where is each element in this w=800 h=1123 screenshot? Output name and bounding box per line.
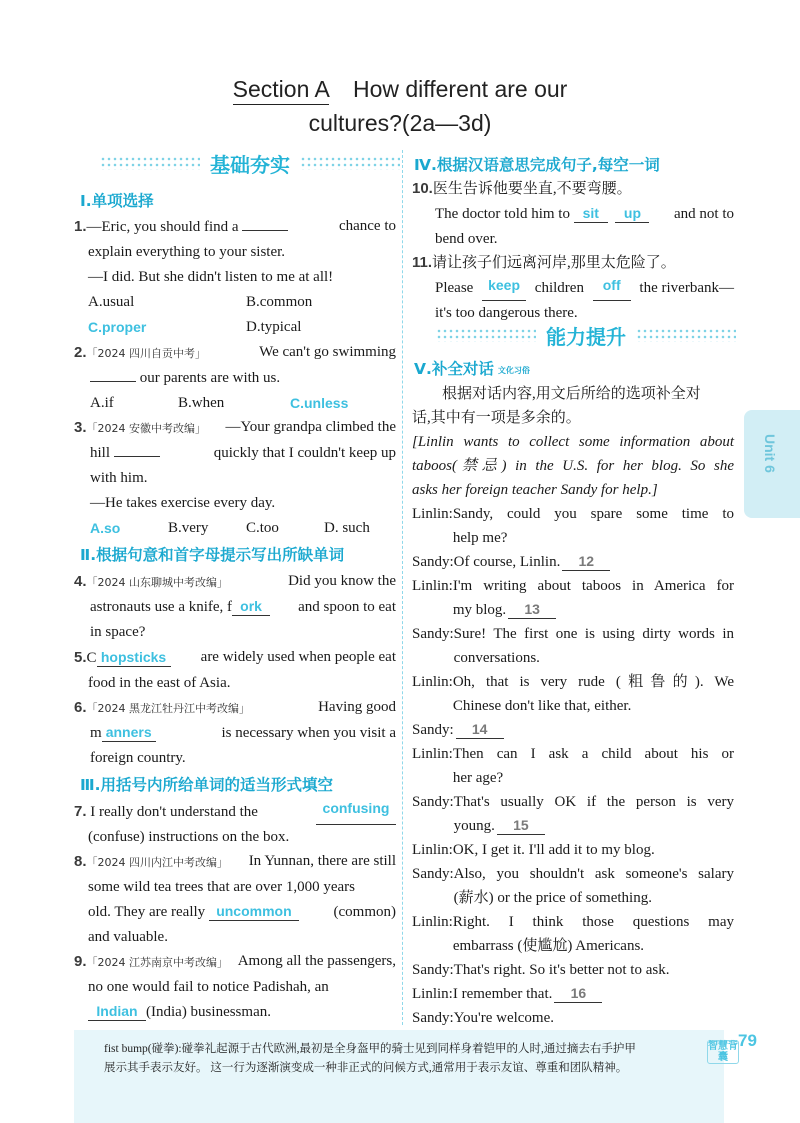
dialog-text: I remember that.	[452, 986, 553, 1002]
dialog-line-body	[453, 910, 734, 958]
q5-text: are widely used when people eat	[200, 649, 396, 665]
q3-blank	[114, 456, 160, 457]
title-line1: How different are our	[352, 76, 568, 102]
column-divider	[402, 150, 403, 1025]
page-title	[0, 78, 800, 101]
q9-answer: Indian	[88, 1002, 146, 1021]
dialog-text: You're welcome.	[453, 1010, 554, 1026]
dialog-line-body	[453, 574, 734, 622]
q3-text: —Your grandpa climbed the	[225, 419, 396, 435]
q2-text: our parents are with us.	[139, 370, 281, 386]
q4-text: and spoon to eat	[298, 599, 396, 615]
dialog-text: Sure! The first one is using dirty words in	[453, 626, 734, 642]
dialog-text: her age?	[452, 770, 504, 786]
dialog-line-first	[454, 718, 734, 742]
dialog-context: [Linlin wants to collect some information about	[412, 434, 734, 450]
q3-option-b: B.very	[168, 520, 209, 536]
dialog-line-body	[453, 742, 734, 790]
dialog-line-first	[453, 502, 734, 526]
q2-option-b: B.when	[178, 395, 225, 411]
q10-text: and not to	[674, 206, 734, 222]
dialog-text: conversations.	[453, 650, 540, 666]
q5-text: C	[86, 650, 97, 666]
speaker-label: Sandy:	[412, 794, 454, 810]
question-11	[412, 250, 734, 326]
dialog-text: OK, I get it. I'll add it to my blog.	[452, 842, 655, 858]
q3-number: 3.	[74, 419, 87, 436]
dialog-line-body	[454, 862, 734, 910]
q5-answer: hopsticks	[97, 648, 171, 667]
speaker-label: Sandy:	[412, 962, 454, 978]
section-1-heading: Ⅰ.单项选择	[80, 192, 154, 210]
question-9	[74, 949, 396, 1025]
footer-text-line1: 碰拳礼起源于古代欧洲,最初是全身盔甲的骑士见到同样身着铠甲的人时,通过摘去右手护甲	[181, 1043, 636, 1055]
q1-text: —Eric, you should find a	[86, 219, 239, 235]
q1-option-a: A.usual	[88, 294, 135, 310]
dialog-line-first	[454, 1006, 734, 1030]
footer-term: fist bump(碰拳):	[104, 1043, 182, 1055]
question-7	[74, 799, 396, 850]
q9-number: 9.	[74, 953, 87, 970]
q6-text: m	[90, 725, 102, 741]
culture-badge: 文化习俗	[497, 365, 530, 375]
dialog-line	[412, 790, 734, 838]
q1-option-d: D.typical	[246, 319, 302, 335]
dialog-line-first	[453, 838, 734, 862]
dialog-line	[412, 910, 734, 958]
q11-text: children	[534, 280, 584, 296]
q7-text: I really don't understand the	[90, 804, 258, 820]
q6-number: 6.	[74, 699, 87, 716]
dialog-line-second	[454, 886, 734, 910]
dialog-line-first	[454, 862, 734, 886]
q3-text: with him.	[90, 470, 148, 486]
q8-number: 8.	[74, 853, 87, 870]
q11-answer-2: off	[593, 276, 631, 301]
speaker-label: Linlin:	[412, 578, 453, 594]
section-label: Section A	[233, 76, 329, 105]
dots-decoration	[100, 156, 200, 170]
q7-number: 7.	[74, 803, 87, 820]
question-5	[74, 645, 396, 696]
question-3	[74, 415, 396, 541]
dialog-line	[412, 958, 734, 982]
dialog-line	[412, 982, 734, 1006]
dialog-section	[412, 382, 734, 1030]
dialog-line-second	[453, 934, 734, 958]
q3-option-d: D. such	[324, 520, 370, 536]
dialog-line-first	[454, 958, 734, 982]
dialog-blank: 16	[554, 984, 602, 1003]
speaker-label: Linlin:	[412, 914, 453, 930]
dialog-text: That's right. So it's better not to ask.	[453, 962, 670, 978]
q2-source-tag: 「2024 四川自贡中考」	[86, 347, 207, 360]
question-10	[412, 176, 734, 252]
dialog-line-second	[454, 814, 734, 838]
dialog-text: That's usually OK if the person is very	[453, 794, 734, 810]
q6-text: foreign country.	[90, 750, 186, 766]
dialog-line	[412, 670, 734, 718]
dialog-context: taboos(禁忌) in the U.S. for her blog. So she	[412, 458, 734, 474]
q5-text: food in the east of Asia.	[88, 675, 231, 691]
q2-option-a: A.if	[90, 395, 114, 411]
q3-text: —He takes exercise every day.	[90, 495, 276, 511]
dots-decoration	[300, 156, 400, 170]
q8-text: old. They are really	[88, 904, 206, 920]
q4-text: in space?	[90, 624, 146, 640]
dialog-line-second	[453, 526, 734, 550]
q10-answer-1: sit	[574, 204, 608, 223]
speaker-label: Sandy:	[412, 554, 454, 570]
q8-text: and valuable.	[88, 929, 168, 945]
q11-number: 11.	[412, 254, 433, 271]
dialog-text: Then can I ask a child about his or	[452, 746, 734, 762]
dialog-line-first	[453, 982, 734, 1006]
speaker-label: Linlin:	[412, 506, 453, 522]
q10-text: bend over.	[435, 231, 498, 247]
dialog-blank: 14	[456, 720, 504, 739]
q10-text: The doctor told him to	[435, 206, 570, 222]
dots-decoration	[636, 328, 736, 342]
q1-number: 1.	[74, 218, 87, 235]
dialog-blank: 13	[508, 600, 556, 619]
q1-option-c-answer: C.proper	[88, 319, 147, 335]
q11-chinese: 请让孩子们远离河岸,那里太危险了。	[432, 255, 676, 271]
dialog-line-second	[454, 646, 734, 670]
dialog-instruction: 话,其中有一项是多余的。	[412, 410, 581, 426]
dialog-text: Chinese don't like that, either.	[452, 698, 632, 714]
section-4-heading: Ⅳ.根据汉语意思完成句子,每空一词	[414, 156, 660, 174]
q7-answer: confusing	[316, 799, 396, 825]
speaker-label: Linlin:	[412, 986, 453, 1002]
section-5-heading	[414, 357, 530, 379]
speaker-label: Sandy:	[412, 866, 454, 882]
dots-decoration	[436, 328, 536, 342]
dialog-text: young.	[453, 818, 495, 834]
q1-option-b: B.common	[246, 294, 313, 310]
speaker-label: Sandy:	[412, 1010, 454, 1026]
dialog-instruction: 根据对话内容,用文后所给的选项补全对	[442, 386, 701, 402]
section-5-label: Ⅴ.补全对话	[414, 360, 494, 378]
dialog-text: Of course, Linlin.	[453, 554, 561, 570]
q1-text: —I did. But she didn't listen to me at all!	[88, 269, 334, 285]
dialog-text: Right. I think those questions may	[452, 914, 734, 930]
q11-answer-1: keep	[482, 276, 526, 301]
dialog-line-body	[453, 838, 734, 862]
q4-answer: ork	[232, 597, 270, 616]
dialog-text: help me?	[452, 530, 508, 546]
dialog-blank: 12	[562, 552, 610, 571]
dialog-line-first	[453, 574, 734, 598]
q9-source-tag: 「2024 江苏南京中考改编」	[86, 956, 229, 969]
dialog-line	[412, 550, 734, 574]
speaker-label: Linlin:	[412, 674, 453, 690]
dialog-line-second	[453, 694, 734, 718]
dialog-line	[412, 502, 734, 550]
dialog-line	[412, 742, 734, 790]
q4-text: Did you know the	[288, 573, 396, 589]
q2-number: 2.	[74, 344, 87, 361]
q10-chinese: 医生告诉他要坐直,不要弯腰。	[432, 181, 632, 197]
dialog-line	[412, 862, 734, 910]
q2-option-c-answer: C.unless	[290, 395, 349, 411]
q10-answer-2: up	[615, 204, 649, 223]
title-line2: cultures?(2a—3d)	[308, 110, 492, 136]
q8-answer: uncommon	[209, 902, 299, 921]
q1-text: chance to	[338, 218, 396, 234]
q10-number: 10.	[412, 180, 433, 197]
q3-text: quickly that I couldn't keep up	[213, 445, 396, 461]
question-8	[74, 849, 396, 950]
q11-text: the riverbank—	[639, 280, 734, 296]
question-2	[74, 340, 396, 416]
dialog-line-first	[454, 622, 734, 646]
q2-blank	[90, 381, 136, 382]
q6-text: Having good	[318, 699, 396, 715]
dialog-line-body	[454, 790, 734, 838]
q6-source-tag: 「2024 黑龙江牡丹江中考改编」	[86, 702, 251, 715]
dialog-line-first	[453, 670, 734, 694]
dialog-text: Also, you shouldn't ask someone's salary	[453, 866, 734, 882]
unit-label: Unit 6	[762, 434, 778, 473]
q4-number: 4.	[74, 573, 87, 590]
banner-ability-label: 能力提升	[546, 324, 626, 349]
speaker-label: Sandy:	[412, 626, 454, 642]
dialog-line-body	[454, 718, 734, 742]
speaker-label: Linlin:	[412, 746, 453, 762]
footer-note	[74, 1030, 724, 1123]
question-1	[74, 214, 396, 340]
banner-basic-label: 基础夯实	[210, 152, 290, 177]
q9-text: (India) businessman.	[146, 1004, 271, 1020]
dialog-blank: 15	[497, 816, 545, 835]
q8-text: some wild tea trees that are over 1,000 years	[88, 879, 355, 895]
dialog-line-first	[454, 550, 734, 574]
question-6	[74, 695, 396, 771]
footer-text-line2: 展示其手表示友好。 这一行为逐渐演变成一种非正式的问候方式,通常用于表示友谊、尊重和团队精神。	[104, 1062, 628, 1074]
q6-text: is necessary when you visit a	[221, 725, 396, 741]
q8-text: (common)	[333, 904, 396, 920]
unit-side-tab	[744, 410, 800, 518]
q9-text: no one would fail to notice Padishah, an	[88, 979, 329, 995]
dialog-text: Oh, that is very rude (粗鲁的). We	[452, 674, 734, 690]
q8-source-tag: 「2024 四川内江中考改编」	[86, 856, 229, 869]
dialog-line-body	[454, 622, 734, 670]
q5-number: 5.	[74, 649, 87, 666]
q4-text: astronauts use a knife, f	[90, 599, 233, 615]
dialog-text: (薪水) or the price of something.	[453, 890, 652, 906]
dialog-line	[412, 574, 734, 622]
q2-text: We can't go swimming	[259, 344, 396, 360]
wisdom-badge: 智慧背囊	[708, 1041, 738, 1063]
dialog-line-first	[453, 910, 734, 934]
dialog-text: my blog.	[452, 602, 507, 618]
dialog-line-second	[453, 766, 734, 790]
dialog-line-body	[453, 502, 734, 550]
footer-text	[104, 1040, 704, 1078]
q3-text: hill	[90, 445, 111, 461]
q7-text: (confuse) instructions on the box.	[88, 829, 290, 845]
speaker-label: Sandy:	[412, 722, 454, 738]
dialog-line	[412, 622, 734, 670]
q3-source-tag: 「2024 安徽中考改编」	[86, 422, 207, 435]
q8-text: In Yunnan, there are still	[248, 853, 396, 869]
q3-option-c: C.too	[246, 520, 279, 536]
dialog-line-body	[454, 958, 734, 982]
dialog-text: embarrass (使尴尬) Americans.	[452, 938, 645, 954]
speaker-label: Linlin:	[412, 842, 453, 858]
q11-text: it's too dangerous there.	[435, 305, 578, 321]
section-3-heading: Ⅲ.用括号内所给单词的适当形式填空	[80, 776, 334, 794]
dialog-line-body	[453, 670, 734, 718]
section-2-heading: Ⅱ.根据句意和首字母提示写出所缺单词	[80, 546, 345, 564]
banner-basic	[100, 150, 400, 176]
q3-option-a-answer: A.so	[90, 520, 121, 536]
dialog-line-second	[453, 598, 734, 622]
q6-answer: anners	[102, 723, 156, 742]
q1-blank	[242, 230, 288, 231]
dialog-line	[412, 838, 734, 862]
dialog-line-body	[454, 550, 734, 574]
dialog-text: Sandy, could you spare some time to	[452, 506, 734, 522]
dialog-line	[412, 718, 734, 742]
dialog-context: asks her foreign teacher Sandy for help.]	[412, 482, 658, 498]
page-number: 79	[738, 1031, 757, 1050]
question-4	[74, 569, 396, 645]
banner-ability	[436, 322, 736, 348]
q1-text: explain everything to your sister.	[88, 244, 286, 260]
q4-source-tag: 「2024 山东聊城中考改编」	[86, 576, 229, 589]
q9-text: Among all the passengers,	[237, 953, 396, 969]
dialog-line-first	[453, 742, 734, 766]
dialog-lines	[412, 502, 734, 1030]
dialog-line-first	[454, 790, 734, 814]
dialog-line-body	[453, 982, 734, 1006]
dialog-line-body	[454, 1006, 734, 1030]
q11-text: Please	[435, 280, 474, 296]
dialog-text: I'm writing about taboos in America for	[452, 578, 734, 594]
dialog-line	[412, 1006, 734, 1030]
